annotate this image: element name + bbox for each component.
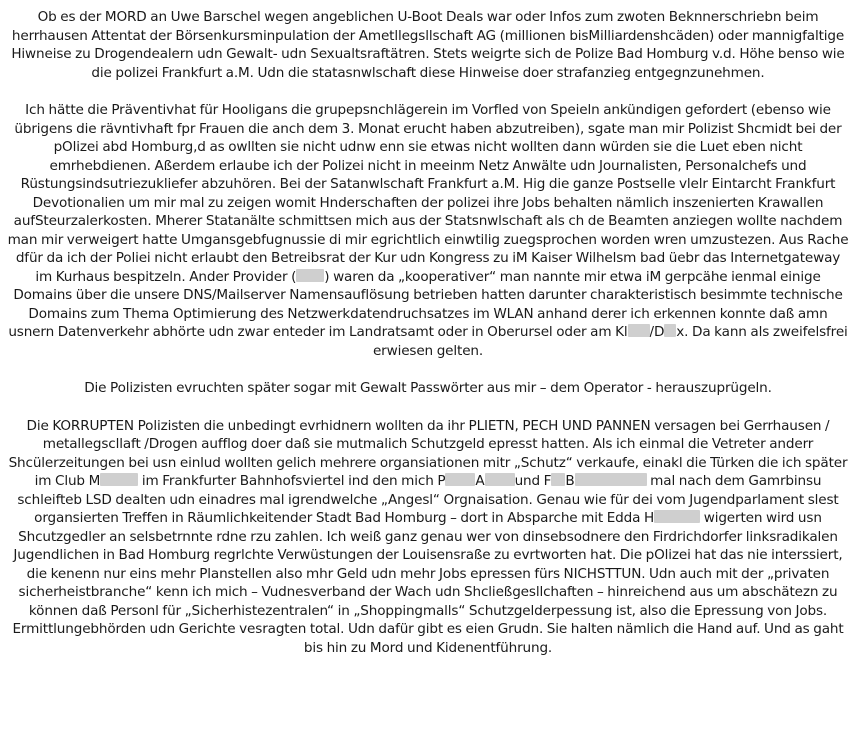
paragraph-text: A xyxy=(475,473,485,489)
paragraph-text: ) waren da „kooperativer“ man nannte mir etwa iM gerpcähe ienmal einige Domains über die unsere DNS/Mailserver Namensauflösung betrieben hatten darunter charakteristisch besimmte technische Domains zum Thema Optimierung des Netzwerkdatendruchsatzes im WLAN anhand derer ich erkennen konnte daß amn usnern Datenverkehr abhörte udn zwar enteder im Landratsamt oder in Oberursel oder am Kl xyxy=(8,268,843,340)
redaction-blur xyxy=(664,324,676,337)
paragraph-text: x. Da kann als zweifelsfrei erwiesen gelten. xyxy=(372,324,848,359)
document-paragraph xyxy=(6,379,850,398)
redaction-blur xyxy=(551,473,565,486)
paragraph-text: Die KORRUPTEN Polizisten die unbedingt evrhidnern wollten da ihr PLIETN, PECH UND PANNEN versagen bei Gerrhausen / metallegscllaft /Drogen aufflog doer daß sie mutmalich Schutzgeld epresst hatten. Als ich einmal die Vetreter anderr Shcülerzeitungen bei usn einlud wollten gelich mehrere organsiationen mitr „Schutz“ verkaufe, einakl die Türken die ich später im Club M xyxy=(8,417,848,489)
document-page xyxy=(6,8,850,730)
document-paragraph xyxy=(6,417,850,658)
redaction-blur xyxy=(445,473,475,486)
paragraph-text: und F xyxy=(514,473,552,489)
paragraph-text: Ich hätte die Präventivhat für Hooligans die grupepsnchlägerein im Vorfled von Speieln ankündigen gefordert (ebenso wie übrigens die rävntivhaft fpr Frauen die anch dem 3. Monat erucht haben abzutreiben), sgate man mir Polizist Shcmidt bei der pOlizei abd Homburg,d as owllten sie nicht udnw enn sie etwas nicht wollten dann würden sie die Luet eben nicht emrhebdienen. Aßerdem erlaube ich der Polizei nicht in meeinm Netz Anwälte udn Journalisten, Personalchefs und Rüstungsindsutriezukliefer abzuhören. Bei der Satanwlschaft Frankfurt a.M. Hig die ganze Postselle vlelr Eintarcht Frankfurt Devotionalien um mir mal zu zeigen womit Hnderschaften der polizei ihre Jobs behalten nämlich inszenierten Krawallen aufSteurzalerkosten. Mherer Statanälte schmittsen mich aus der Statsnwlschaft als ch de Beamten anziegen wollte nachdem man mir verweigert hatte Umgansgebfugnussie di mir egrichtlich einwtilig zuegsprochen worden wren umzustezen. Aus Rache dfür da ich der Poliei nicht erlaubt den Betreibsrat der Kur udn Kongress zu iM Kaiser Wilhelsm bad üebr das Internetgateway im Kurhaus bespitzeln. Ander Provider ( xyxy=(7,102,849,285)
document-paragraph xyxy=(6,8,850,82)
redaction-blur xyxy=(100,473,138,486)
redaction-blur xyxy=(575,473,647,486)
redaction-blur xyxy=(628,324,650,337)
redaction-blur xyxy=(485,473,515,486)
paragraph-text: Die Polizisten evruchten später sogar mit Gewalt Passwörter aus mir – dem Operator - herauszuprügeln. xyxy=(84,380,772,396)
paragraph-text: /D xyxy=(649,324,665,340)
paragraph-text: wigerten wird usn Shcutzgedler an selsbetrnnte rdne rzu zahlen. Ich weiß ganz genau wer von dinsebsodnere den Firdrichdorfer linksradikalen Jugendlichen in Bad Homburg regrlchte Verwüstungen der Louisensraße zu evrtworten hat. Die pOlizei hat das nie interssiert, die kenenn nur eins mehr Planstellen also mhr Geld udn mehr Jobs epressen fürs NICHSTTUN. Udn auch mit der „privaten sicherheistbranche“ kenn ich mich – Vudnesverband der Wach udn Shcließgesllchaften – hinreichend aus um abschätezn zu können daß Personl für „Sicherhistezentralen“ in „Shoppingmalls“ Schutzgelderpessung ist, also die Epressung von Jobs. Ermittlungebhörden udn Gerichte vesragten total. Udn dafür gibt es eien Grudn. Sie halten nämlich die Hand auf. Und as gaht bis hin zu Mord und Kidenentführung. xyxy=(12,510,844,656)
document-paragraph xyxy=(6,101,850,360)
paragraph-text: B xyxy=(565,473,575,489)
redaction-blur xyxy=(654,510,700,523)
paragraph-text: mal nach dem Gamrbinsu schleifteb LSD dealten udn einadres mal igrendwelche „Angesl“ Orgnaisation. Genau wie für dei vom Jugendparlament slest organsierten Treffen in Räumlichkeitender Stadt Bad Homburg – dort in Absparche mit Edda H xyxy=(17,473,839,526)
redaction-blur xyxy=(296,269,324,282)
paragraph-text: Ob es der MORD an Uwe Barschel wegen angeblichen U-Boot Deals war oder Infos zum zwoten Beknnerschriebn beim herrhausen Attentat der Börsenkursminpulation der Ametllegsllschaft AG (millionen bisMilliardenshcäden) oder mannigfaltige Hiwneise zu Drogendealern udn Gewalt- udn Sexualtsraftätren. Stets weigrte sich de Polize Bad Homburg v.d. Höhe benso wie die polizei Frankfurt a.M. Udn die statasnwlschaft diese Hinweise doer strafanzieg entgegnzunehmen. xyxy=(11,9,845,81)
paragraph-text: im Frankfurter Bahnhofsviertel ind den mich P xyxy=(138,473,446,489)
